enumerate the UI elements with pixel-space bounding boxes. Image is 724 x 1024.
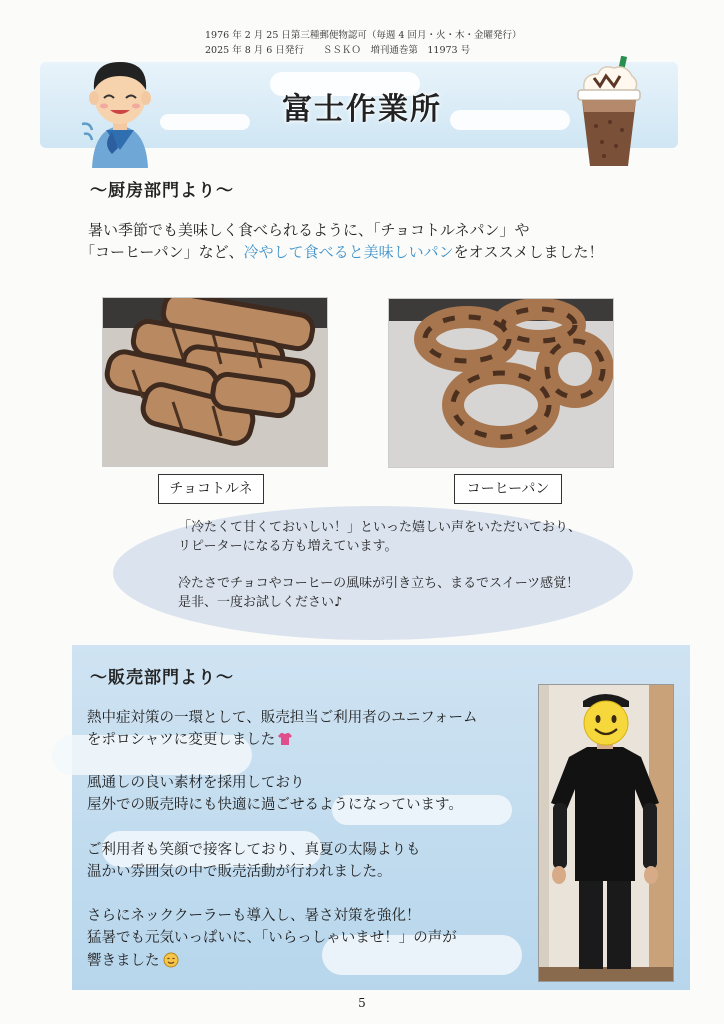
- sales-line-6: 温かい雰囲気の中で販売活動が行われました。: [87, 864, 392, 880]
- choco-tornado-photo: [102, 297, 328, 467]
- person-illustration-icon: [82, 52, 158, 168]
- page-title: 富士作業所: [282, 92, 442, 127]
- page-number: 5: [358, 996, 366, 1010]
- sales-line-7: さらにネッククーラーも導入し、暑さ対策を強化！: [87, 908, 421, 924]
- sales-line-1: 熱中症対策の一環として、販売担当ご利用者のユニフォーム: [87, 710, 478, 726]
- sales-line-4: 屋外での販売時にも快適に過ごせるようになっています。: [87, 797, 463, 813]
- coffee-bread-caption: コーヒーパン: [454, 474, 562, 504]
- kitchen-text-line-2: 「コーヒーパン」など、冷やして食べると美味しいパンをオススメしました！: [80, 243, 604, 261]
- bubble-line-4: 是非、一度お試しください♪: [178, 595, 343, 610]
- issue-info-line: 2025 年 8 月 6 日発行 ＳＳＫＯ 増刊通巻第 11973 号: [205, 45, 471, 56]
- postal-permit-line: 1976 年 2 月 25 日第三種郵便物認可（毎週 4 回月・火・木・金曜発行）: [205, 30, 522, 41]
- sales-line-5: ご利用者も笑顔で接客しており、真夏の太陽よりも: [87, 842, 421, 858]
- uniform-photo: [538, 684, 674, 982]
- tshirt-icon: [277, 732, 293, 746]
- sales-line-2: をポロシャツに変更しました: [87, 730, 293, 752]
- smiley-face-icon: [584, 701, 628, 745]
- recommendation-highlight: 冷やして食べると美味しいパン: [243, 243, 454, 261]
- frappe-drink-icon: [574, 56, 644, 170]
- bubble-line-2: リピーターになる方も増えています。: [178, 539, 398, 554]
- sales-line-8: 猛暑でも元気いっぱいに、「いらっしゃいませ！」の声が: [87, 930, 457, 946]
- bubble-line-3: 冷たさでチョコやコーヒーの風味が引き立ち、まるでスイーツ感覚！: [178, 576, 580, 591]
- sales-line-9: 響きました: [87, 951, 179, 973]
- choco-tornado-caption: チョコトルネ: [158, 474, 264, 504]
- sales-line-3: 風通しの良い素材を採用しており: [87, 775, 305, 791]
- sales-section-heading: ～販売部門より～: [90, 668, 234, 688]
- bubble-line-1: 「冷たくて甘くておいしい！」といった嬉しい声をいただいており、: [178, 520, 582, 535]
- smiling-face-icon: [163, 952, 179, 968]
- coffee-bread-photo: [388, 298, 614, 468]
- kitchen-text-line-1: 暑い季節でも美味しく食べられるように、「チョコトルネパン」や: [88, 221, 530, 239]
- kitchen-section-heading: ～厨房部門より～: [90, 181, 234, 201]
